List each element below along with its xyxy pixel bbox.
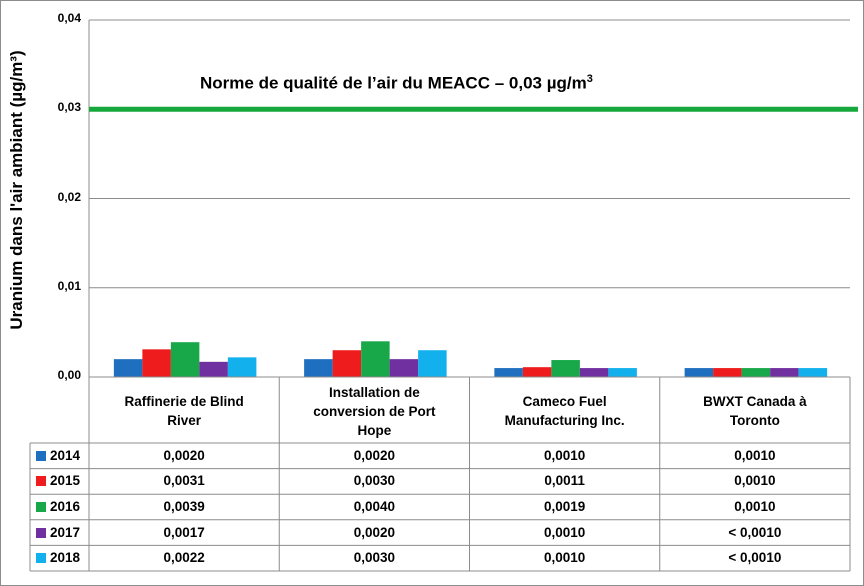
category-label-line: Hope <box>357 422 392 438</box>
data-table-cell: < 0,0010 <box>728 550 782 566</box>
legend-entry <box>36 471 80 491</box>
legend-entry <box>36 497 80 517</box>
bar-2015 <box>333 350 362 377</box>
bar-2014 <box>685 368 714 377</box>
category-label-line: Raffinerie de Blind <box>124 394 244 409</box>
reference-line-label: Norme de qualité de l’air du MEACC – 0,03 $\mu g/m^3$ <box>200 73 593 93</box>
bar-2014 <box>114 359 143 377</box>
category-label <box>660 392 850 430</box>
data-table-cell: 0,0022 <box>163 550 205 566</box>
category-label <box>279 383 469 440</box>
data-table-cell: 0,0010 <box>543 550 586 566</box>
legend-swatch <box>36 451 46 461</box>
y-tick-label: 0,00 <box>57 368 81 382</box>
bar-2017 <box>770 368 799 377</box>
data-table-cell: 0,0020 <box>353 447 396 463</box>
bar-2018 <box>228 357 257 377</box>
data-table-cell: 0,0010 <box>734 499 776 514</box>
legend-entry <box>36 446 80 466</box>
bar-2018 <box>799 368 828 377</box>
bar-2017 <box>199 362 228 377</box>
category-label-line: conversion de Port <box>313 403 436 419</box>
category-label-line: River <box>167 413 202 428</box>
bar-2014 <box>494 368 523 377</box>
data-table-cell: 0,0010 <box>543 447 586 463</box>
legend-swatch <box>36 553 46 563</box>
category-label-line: Cameco Fuel <box>522 394 607 409</box>
data-table-cell: 0,0017 <box>163 524 205 540</box>
bar-2016 <box>742 368 771 377</box>
category-label <box>89 392 279 430</box>
category-label-line: Installation de <box>328 384 420 400</box>
data-table-cell: 0,0010 <box>734 473 776 489</box>
legend-label: 2015 <box>50 473 81 489</box>
legend-swatch <box>36 528 46 538</box>
bar-2018 <box>608 368 637 377</box>
bar-2018 <box>418 350 447 377</box>
legend-entry <box>36 523 80 543</box>
category-label-line: BWXT Canada à <box>703 394 807 409</box>
bar-2016 <box>551 360 580 377</box>
legend-swatch <box>36 476 46 486</box>
category-label-line: Manufacturing Inc. <box>504 413 625 428</box>
data-table-cell: 0,0040 <box>353 499 396 514</box>
data-table-cell: 0,0030 <box>353 550 396 566</box>
data-table-cell: 0,0020 <box>163 447 205 463</box>
data-table-cell: 0,0020 <box>353 524 396 540</box>
data-table-cell: 0,0019 <box>543 499 586 514</box>
data-table-cell: 0,0039 <box>163 499 205 514</box>
bar-2017 <box>580 368 609 377</box>
legend-swatch <box>36 502 46 512</box>
data-table-cell: 0,0011 <box>544 473 585 489</box>
legend-label: 2014 <box>50 447 81 463</box>
category-label <box>470 392 660 430</box>
bar-2014 <box>304 359 333 377</box>
bar-2016 <box>171 342 200 377</box>
data-table-cell: 0,0010 <box>543 524 586 540</box>
data-table-cell: < 0,0010 <box>728 524 782 540</box>
y-tick-label: 0,02 <box>57 189 81 204</box>
y-tick-label: 0,03 <box>57 100 81 115</box>
bar-2015 <box>142 349 171 377</box>
y-axis-title: Uranium dans l'air ambiant (µg/m³) <box>7 50 26 330</box>
y-tick-label: 0,04 <box>57 11 81 25</box>
category-label-line: Toronto <box>729 413 780 428</box>
data-table-cell: 0,0010 <box>734 447 776 463</box>
reference-line-label-superscript: 3 <box>586 73 593 85</box>
data-table-cell: 0,0030 <box>353 473 396 489</box>
legend-label: 2017 <box>50 524 81 540</box>
data-table-cell: 0,0031 <box>163 473 205 489</box>
bar-2015 <box>713 368 742 377</box>
y-tick-label: 0,01 <box>57 278 81 293</box>
legend-label: 2016 <box>50 499 81 514</box>
legend-label: 2018 <box>50 550 81 566</box>
legend-entry <box>36 548 80 568</box>
bar-2017 <box>390 359 419 377</box>
bar-2015 <box>523 367 552 377</box>
bar-2016 <box>361 341 390 377</box>
